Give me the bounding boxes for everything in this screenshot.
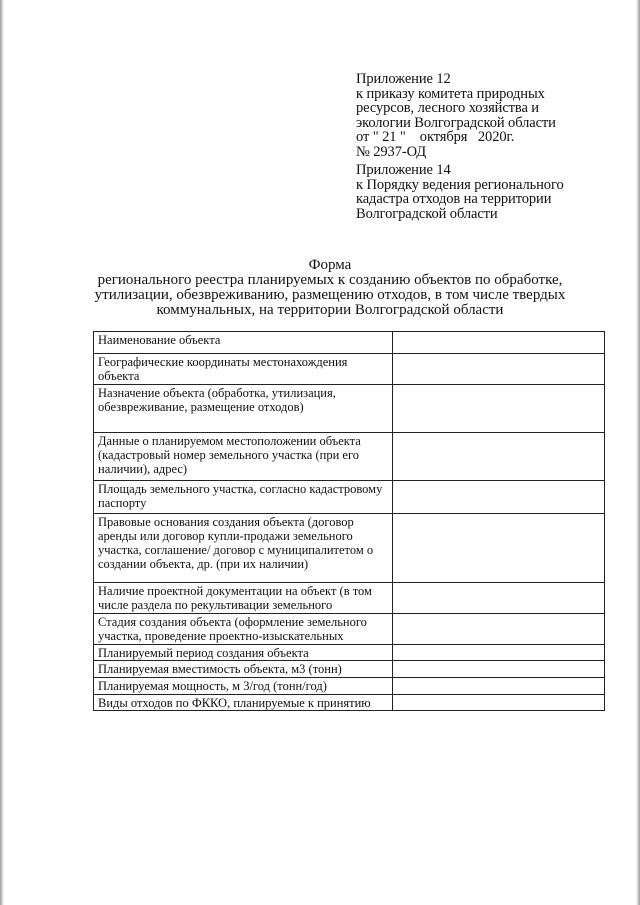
table-row <box>94 583 605 614</box>
form-title-line: Форма <box>308 257 352 273</box>
table-row <box>94 332 605 354</box>
appendix-14-line: кадастра отходов на территории <box>356 191 552 207</box>
table-row <box>94 695 605 711</box>
appendix-12-line: экологии Волгоградской области <box>356 114 556 131</box>
form-title-line: регионального реестра планируемых к созданию объектов по обработке, <box>97 272 563 288</box>
scan-edge-left <box>0 0 4 905</box>
form-title <box>60 258 600 318</box>
table-row <box>94 645 605 661</box>
table-row <box>94 661 605 678</box>
appendix-12-line: от " 21 " октября 2020г. <box>356 129 515 145</box>
row-label: Данные о планируемом местоположении объекта (кадастровый номер земельного участка (при его наличии), адрес) <box>94 433 393 481</box>
table-row <box>94 614 605 645</box>
row-value-cell[interactable] <box>392 332 605 354</box>
form-title-line: коммунальных, на территории Волгоградской области <box>156 302 504 318</box>
table-row <box>94 514 605 583</box>
row-value-cell[interactable] <box>392 661 605 678</box>
row-label: Виды отходов по ФККО, планируемые к принятию <box>94 695 393 711</box>
row-value-cell[interactable] <box>392 385 605 433</box>
row-value-cell[interactable] <box>392 645 605 661</box>
row-value-cell[interactable] <box>392 354 605 385</box>
row-label: Назначение объекта (обработка, утилизация, обезвреживание, размещение отходов) <box>94 385 393 433</box>
appendix-12-line: Приложение 12 <box>356 71 451 87</box>
row-label: Планируемая вместимость объекта, м3 (тонн) <box>94 661 393 678</box>
row-value-cell[interactable] <box>392 433 605 481</box>
row-value-cell[interactable] <box>392 514 605 583</box>
row-label: Географические координаты местонахождения объекта <box>94 354 393 385</box>
form-title-line: утилизации, обезвреживанию, размещению отходов, в том числе твердых <box>94 287 566 303</box>
table-row <box>94 678 605 695</box>
registry-form-table <box>93 331 605 711</box>
row-value-cell[interactable] <box>392 695 605 711</box>
table-row <box>94 481 605 514</box>
appendix-14-line: Приложение 14 <box>356 162 451 178</box>
row-label: Стадия создания объекта (оформление земельного участка, проведение проектно-изыскательных <box>94 614 393 645</box>
scan-edge-right <box>636 0 640 905</box>
table-row <box>94 433 605 481</box>
appendix-12-line: ресурсов, лесного хозяйства и <box>356 100 539 116</box>
row-label: Правовые основания создания объекта (договор аренды или договор купли-продажи земельного участка, соглашение/ договор с муниципалитетом о создании объекта, др. (при их наличии) <box>94 514 393 583</box>
row-value-cell[interactable] <box>392 583 605 614</box>
appendix-14-line: Волгоградской области <box>356 205 498 222</box>
appendix-12-header <box>356 72 606 159</box>
appendix-14-line: к Порядку ведения регионального <box>356 176 564 193</box>
row-value-cell[interactable] <box>392 678 605 695</box>
row-label: Наличие проектной документации на объект (в том числе раздела по рекультивации земельного <box>94 583 393 614</box>
appendix-14-header <box>356 163 606 221</box>
row-value-cell[interactable] <box>392 481 605 514</box>
appendix-12-line: № 2937-ОД <box>356 143 427 160</box>
row-value-cell[interactable] <box>392 614 605 645</box>
row-label: Площадь земельного участка, согласно кадастровому паспорту <box>94 481 393 514</box>
row-label: Наименование объекта <box>94 332 393 354</box>
row-label: Планируемый период создания объекта <box>94 645 393 661</box>
row-label: Планируемая мощность, м 3/год (тонн/год) <box>94 678 393 695</box>
table-row <box>94 385 605 433</box>
table-row <box>94 354 605 385</box>
appendix-12-line: к приказу комитета природных <box>356 85 545 102</box>
